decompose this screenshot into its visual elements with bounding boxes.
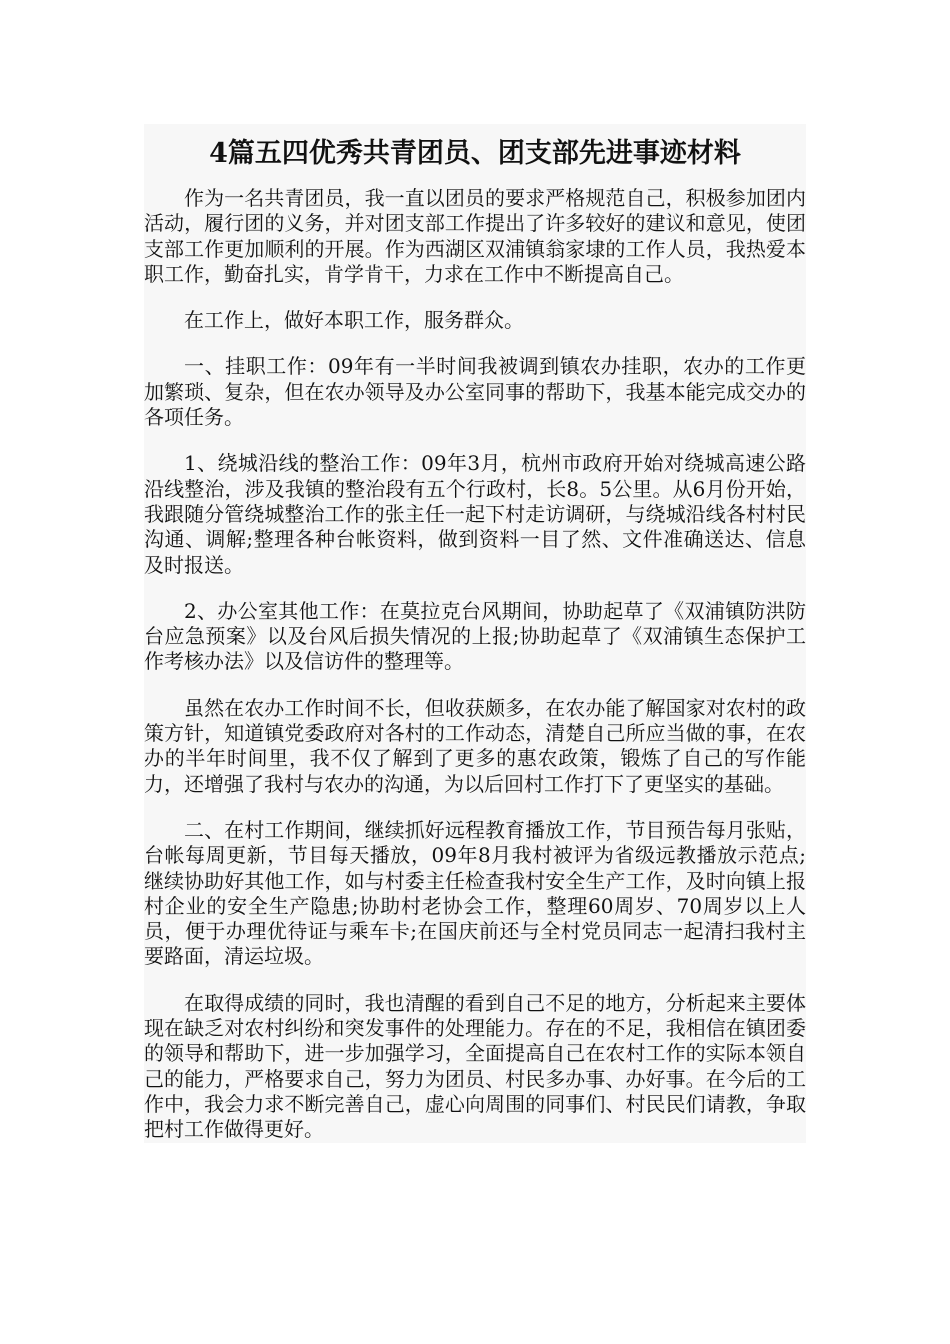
paragraph-shortcomings: 在取得成绩的同时，我也清醒的看到自己不足的地方，分析起来主要体现在缺乏对农村纠纷和突发事件的处理能力。存在的不足，我相信在镇团委的领导和帮助下，进一步加强学习，全面提高自己在农村工作的实际本领自己的能力，严格要求自己，努力为团员、村民多办事、办好事。在今后的工作中，我会力求不断完善自己，虚心向周围的同事们、村民民们请教，争取把村工作做得更好。 — [144, 990, 806, 1142]
paragraph-gains: 虽然在农办工作时间不长，但收获颇多，在农办能了解国家对农村的政策方针，知道镇党委政府对各村的工作动态，清楚自己所应当做的事，在农办的半年时间里，我不仅了解到了更多的惠农政策，锻炼了自己的写作能力，还增强了我村与农办的沟通，为以后回村工作打下了更坚实的基础。 — [144, 695, 806, 796]
document-body — [144, 186, 806, 1143]
document-page — [144, 124, 806, 1143]
paragraph-village-work: 二、在村工作期间，继续抓好远程教育播放工作，节目预告每月张贴，台帐每周更新，节目每天播放，09年8月我村被评为省级远教播放示范点;继续协助好其他工作，如与村委主任检查我村安全生产工作，及时向镇上报村企业的安全生产隐患;协助村老协会工作，整理60周岁、70周岁以上人员，便于办理优待证与乘车卡;在国庆前还与全村党员同志一起清扫我村主要路面，清运垃圾。 — [144, 817, 806, 969]
paragraph-office-work: 2、办公室其他工作：在莫拉克台风期间，协助起草了《双浦镇防洪防台应急预案》以及台风后损失情况的上报;协助起草了《双浦镇生态保护工作考核办法》以及信访件的整理等。 — [144, 598, 806, 674]
paragraph-secondment: 一、挂职工作：09年有一半时间我被调到镇农办挂职，农办的工作更加繁琐、复杂，但在农办领导及办公室同事的帮助下，我基本能完成交办的各项任务。 — [144, 354, 806, 430]
paragraph-ring-road: 1、绕城沿线的整治工作：09年3月，杭州市政府开始对绕城高速公路沿线整治，涉及我镇的整治段有五个行政村，长8。5公里。从6月份开始，我跟随分管绕城整治工作的张主任一起下村走访调研，与绕城沿线各村村民沟通、调解;整理各种台帐资料，做到资料一目了然、文件准确送达、信息及时报送。 — [144, 451, 806, 577]
paragraph-intro: 作为一名共青团员，我一直以团员的要求严格规范自己，积极参加团内活动，履行团的义务，并对团支部工作提出了许多较好的建议和意见，使团支部工作更加顺利的开展。作为西湖区双浦镇翁家埭的工作人员，我热爱本职工作，勤奋扎实，肯学肯干，力求在工作中不断提高自己。 — [144, 186, 806, 286]
document-title: 4篇五四优秀共青团员、团支部先进事迹材料 — [209, 138, 741, 169]
paragraph-work-summary: 在工作上，做好本职工作，服务群众。 — [184, 308, 524, 333]
